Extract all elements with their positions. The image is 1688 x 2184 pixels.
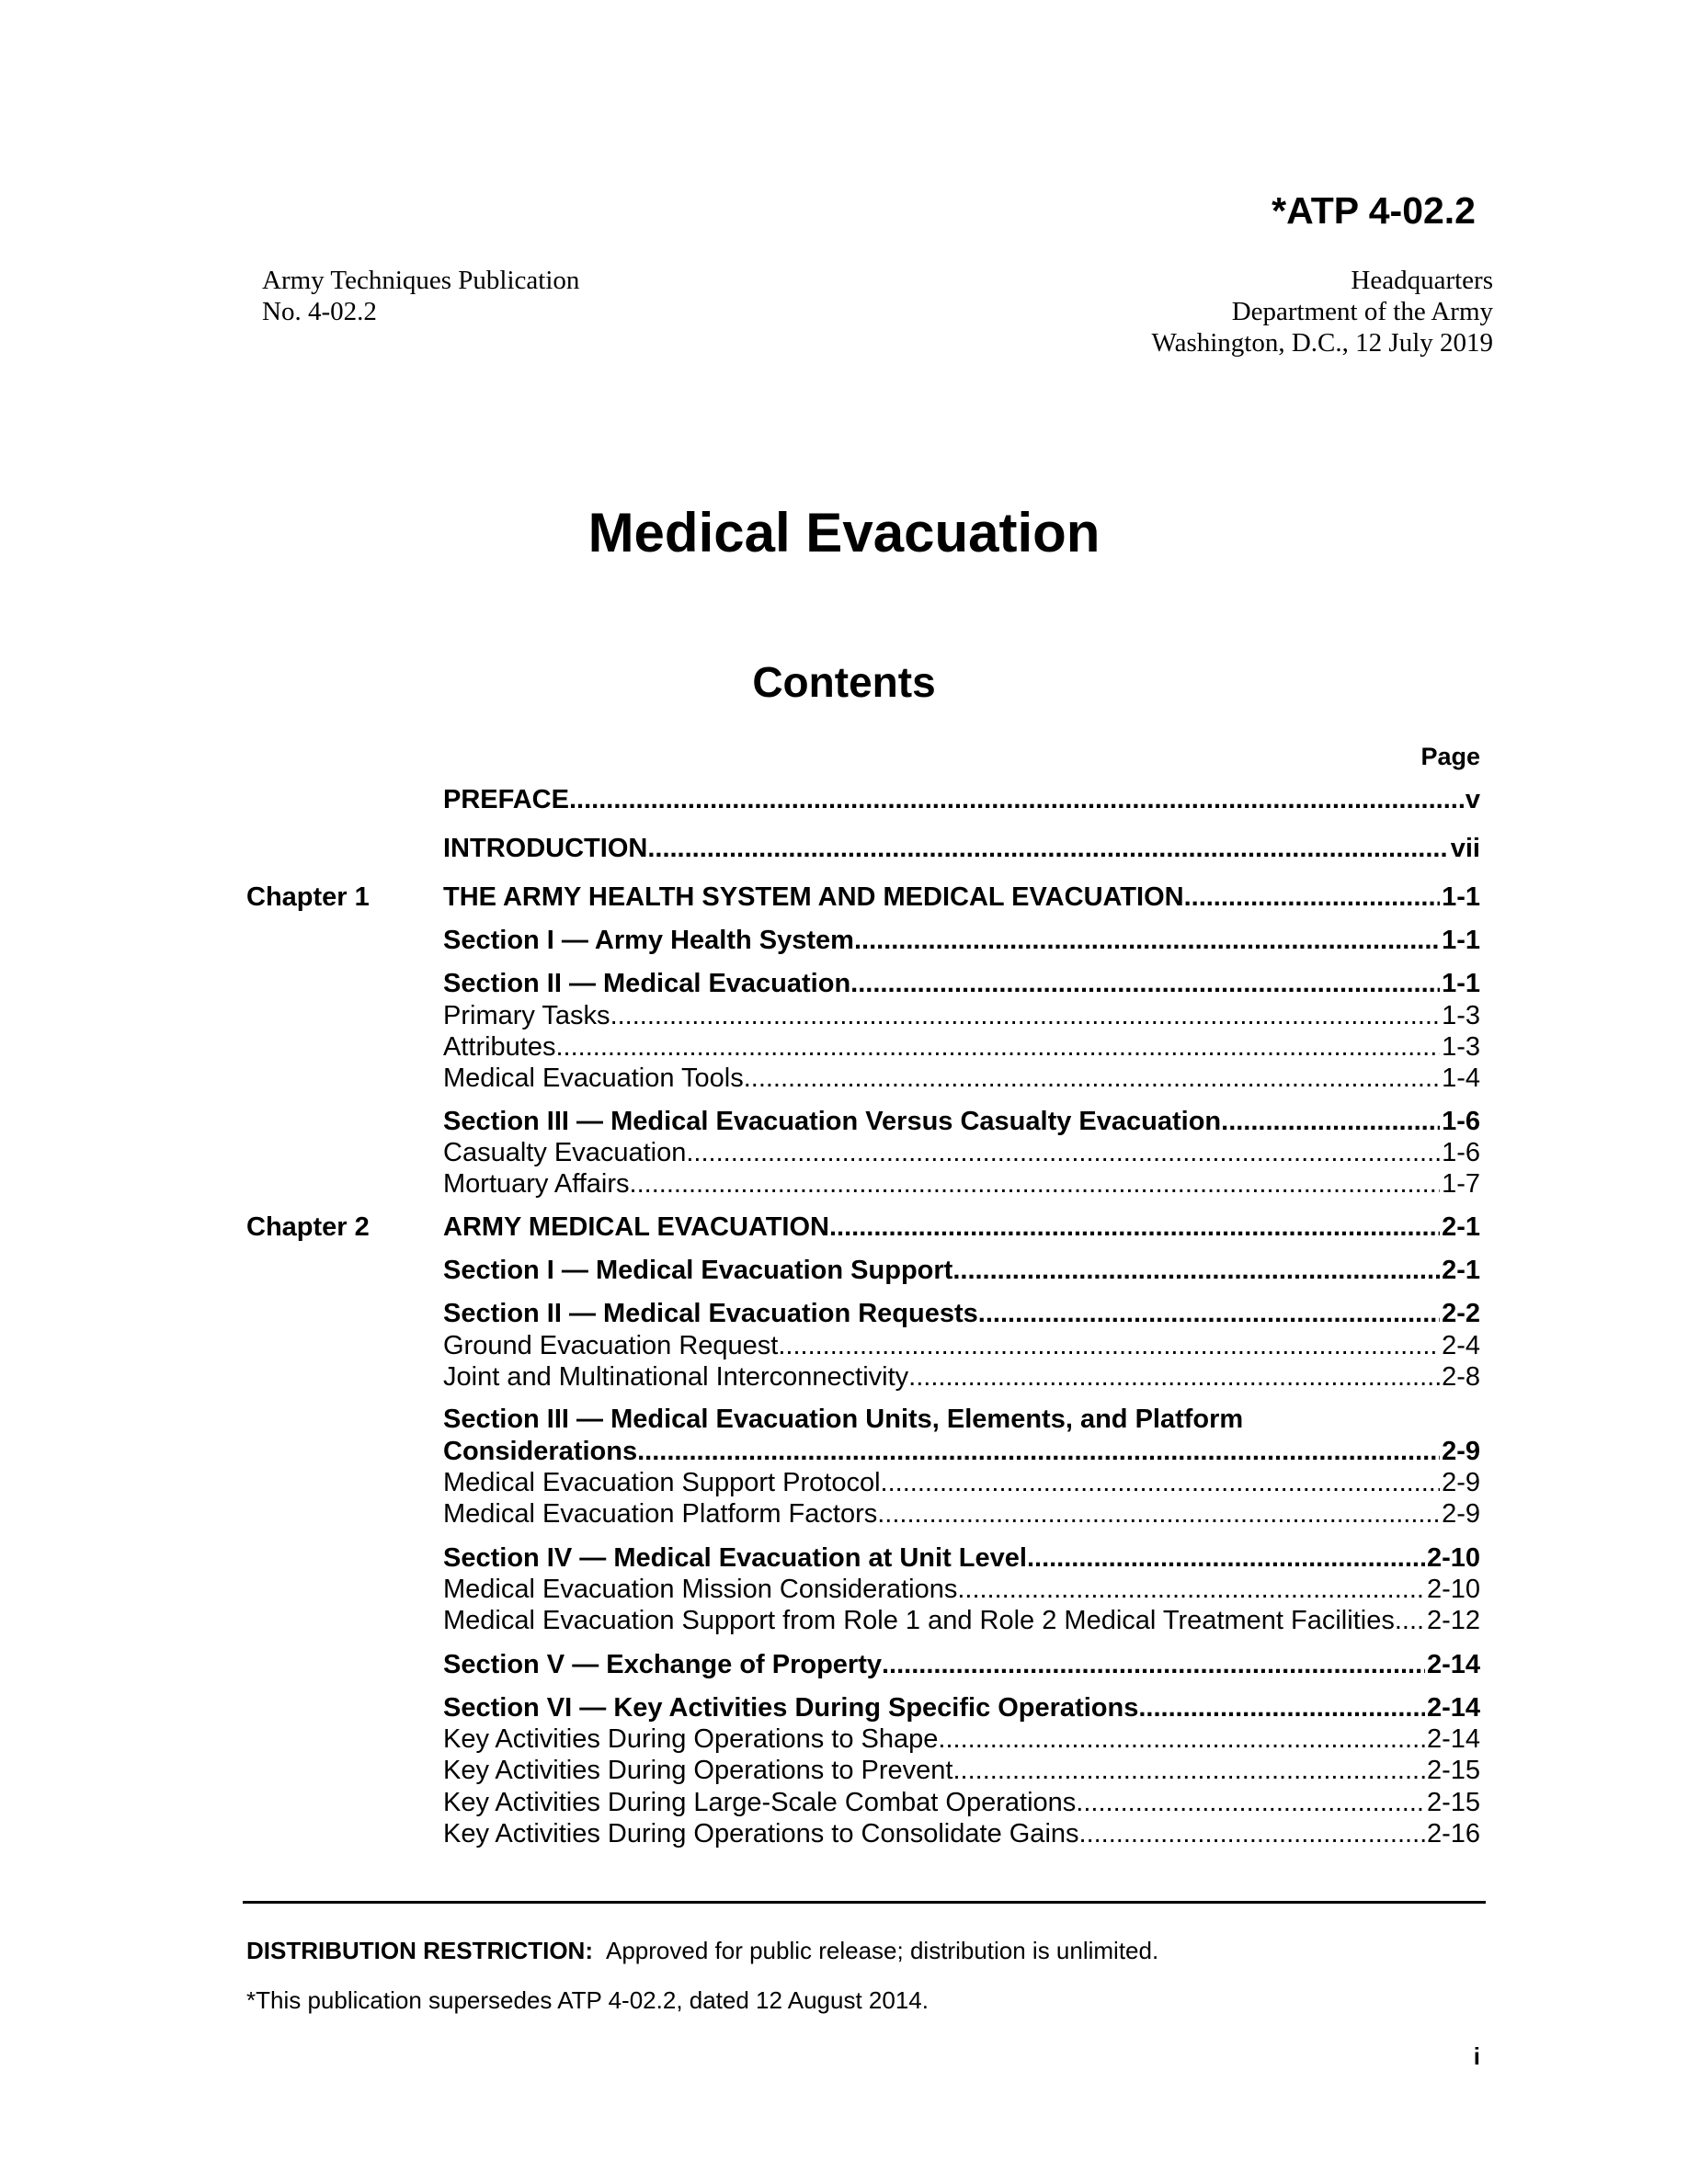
distribution-text: Approved for public release; distribution is unlimited. <box>606 1937 1159 1964</box>
toc-leader-dots <box>952 1754 1424 1787</box>
toc-leader-dots <box>686 1136 1440 1169</box>
headquarters-label: Headquarters <box>1351 266 1493 295</box>
chapter-label: Chapter 1 <box>246 882 370 912</box>
toc-entry-title: Medical Evacuation Support Protocol <box>443 1468 881 1497</box>
chapter-label: Chapter 2 <box>246 1212 370 1242</box>
toc-entry[interactable] <box>443 1497 1480 1530</box>
toc-entry[interactable] <box>443 1297 1480 1330</box>
toc-entry-title: Section VI — Key Activities During Specific Operations <box>443 1693 1139 1723</box>
footer-divider <box>243 1901 1486 1904</box>
toc-entry-title: Key Activities During Operations to Shape <box>443 1724 939 1754</box>
toc-entry-title: Mortuary Affairs <box>443 1169 630 1199</box>
publication-type: Army Techniques Publication <box>262 266 580 295</box>
toc-entry-page: 2-1 <box>1442 1256 1480 1285</box>
toc-entry-title: Section II — Medical Evacuation <box>443 969 851 998</box>
toc-leader-dots <box>908 1360 1440 1393</box>
toc-entry-title: Key Activities During Operations to Prevent <box>443 1756 953 1785</box>
toc-entry-title: THE ARMY HEALTH SYSTEM AND MEDICAL EVACUATION <box>443 882 1184 912</box>
toc-entry-page: 2-15 <box>1426 1788 1480 1817</box>
toc-leader-dots <box>1079 1817 1425 1850</box>
toc-entry-page: 2-10 <box>1426 1575 1480 1604</box>
toc-entry-page: 2-16 <box>1426 1819 1480 1848</box>
toc-leader-dots <box>850 967 1440 1000</box>
toc-entry-title: Medical Evacuation Mission Considerations <box>443 1575 958 1604</box>
toc-entry-title: Attributes <box>443 1032 556 1062</box>
toc-leader-dots <box>938 1723 1425 1756</box>
toc-entry[interactable] <box>443 1604 1480 1637</box>
toc-entry[interactable] <box>443 1105 1480 1138</box>
toc-leader-dots <box>881 1466 1441 1499</box>
toc-leader-dots <box>778 1329 1440 1362</box>
toc-entry-page: 2-9 <box>1442 1437 1480 1466</box>
toc-entry-page: 2-4 <box>1442 1331 1480 1360</box>
publication-id: *ATP 4-02.2 <box>1272 189 1476 232</box>
toc-leader-dots <box>957 1573 1425 1606</box>
toc-entry-page: 2-9 <box>1442 1468 1480 1497</box>
distribution-restriction <box>246 1936 1158 1965</box>
toc-entry[interactable] <box>443 999 1480 1032</box>
toc-entry[interactable] <box>443 1817 1480 1850</box>
toc-entry-page: 2-10 <box>1426 1543 1480 1573</box>
location-date: Washington, D.C., 12 July 2019 <box>1151 328 1493 358</box>
toc-leader-dots <box>744 1062 1440 1095</box>
toc-entry-page: 2-1 <box>1442 1212 1480 1242</box>
toc-entry-title: ARMY MEDICAL EVACUATION <box>443 1212 829 1242</box>
toc-leader-dots <box>1027 1541 1425 1575</box>
toc-leader-dots <box>647 832 1448 865</box>
toc-entry-title-line: Section III — Medical Evacuation Units, Elements, and Platform <box>443 1405 1244 1434</box>
toc-entry-title: Medical Evacuation Support from Role 1 and Role 2 Medical Treatment Facilities <box>443 1606 1395 1635</box>
toc-leader-dots <box>556 1030 1441 1064</box>
toc-entry-title: PREFACE <box>443 785 569 814</box>
toc-entry-page: 2-14 <box>1426 1650 1480 1679</box>
toc-entry[interactable] <box>443 832 1480 865</box>
toc-entry[interactable] <box>443 1030 1480 1064</box>
toc-leader-dots <box>630 1167 1441 1200</box>
toc-leader-dots <box>1395 1604 1425 1637</box>
toc-entry[interactable] <box>443 967 1480 1000</box>
toc-entry[interactable] <box>443 1360 1480 1393</box>
toc-leader-dots <box>1076 1786 1425 1819</box>
toc-entry-page: 1-1 <box>1442 926 1480 955</box>
toc-entry-title: Section I — Medical Evacuation Support <box>443 1256 953 1285</box>
toc-entry-title: Joint and Multinational Interconnectivity <box>443 1362 909 1392</box>
toc-entry[interactable] <box>443 1211 1480 1244</box>
toc-entry-page: 2-8 <box>1442 1362 1480 1392</box>
toc-entry[interactable] <box>443 1136 1480 1169</box>
toc-entry[interactable] <box>443 1254 1480 1287</box>
toc-entry-page: v <box>1465 785 1480 814</box>
toc-leader-dots <box>829 1211 1440 1244</box>
toc-leader-dots <box>569 783 1464 816</box>
issuing-authority <box>1152 265 1493 358</box>
toc-entry-title: Considerations <box>443 1437 638 1466</box>
publication-designation <box>262 265 579 327</box>
toc-entry[interactable] <box>443 1541 1480 1575</box>
toc-entry-title: Section I — Army Health System <box>443 926 854 955</box>
toc-entry-title: Medical Evacuation Platform Factors <box>443 1499 878 1529</box>
toc-entry[interactable] <box>443 1062 1480 1095</box>
toc-leader-dots <box>610 999 1441 1032</box>
toc-entry[interactable] <box>443 1691 1480 1724</box>
toc-leader-dots <box>1138 1691 1425 1724</box>
toc-entry-page: vii <box>1450 834 1480 863</box>
toc-entry-page: 2-12 <box>1426 1606 1480 1635</box>
department-label: Department of the Army <box>1231 297 1493 326</box>
toc-entry-page: 1-1 <box>1442 969 1480 998</box>
toc-leader-dots <box>854 924 1440 957</box>
toc-entry-title: Section V — Exchange of Property <box>443 1650 882 1679</box>
toc-entry-page: 1-6 <box>1442 1107 1480 1136</box>
toc-entry-title: Section IV — Medical Evacuation at Unit Level <box>443 1543 1027 1573</box>
toc-leader-dots <box>978 1297 1440 1330</box>
page-column-label: Page <box>1420 743 1480 770</box>
contents-heading: Contents <box>752 658 936 706</box>
toc-leader-dots <box>877 1497 1440 1530</box>
toc-leader-dots <box>637 1435 1440 1468</box>
toc-entry-page: 1-4 <box>1442 1064 1480 1093</box>
supersedes-note: *This publication supersedes ATP 4-02.2, dated 12 August 2014. <box>246 1986 929 2014</box>
toc-entry[interactable] <box>443 1786 1480 1819</box>
toc-entry[interactable] <box>443 1167 1480 1200</box>
toc-entry-page: 2-2 <box>1442 1299 1480 1328</box>
toc-entry-title: Section III — Medical Evacuation Versus Casualty Evacuation <box>443 1107 1222 1136</box>
toc-entry[interactable] <box>443 1466 1480 1499</box>
toc-entry[interactable] <box>443 1329 1480 1362</box>
toc-entry-page: 2-14 <box>1426 1693 1480 1723</box>
toc-entry-title: Medical Evacuation Tools <box>443 1064 744 1093</box>
publication-number: No. 4-02.2 <box>262 297 377 326</box>
toc-entry[interactable] <box>443 1404 1480 1468</box>
toc-entry-page: 2-15 <box>1426 1756 1480 1785</box>
toc-entry-title: Key Activities During Operations to Consolidate Gains <box>443 1819 1079 1848</box>
toc-entry[interactable] <box>443 783 1480 816</box>
document-title: Medical Evacuation <box>587 502 1101 563</box>
toc-entry-title: Primary Tasks <box>443 1001 610 1030</box>
toc-entry-title: Casualty Evacuation <box>443 1138 687 1167</box>
toc-leader-dots <box>952 1254 1440 1287</box>
toc-entry-page: 1-1 <box>1442 882 1480 912</box>
toc-entry-title: Ground Evacuation Request <box>443 1331 779 1360</box>
toc-entry[interactable] <box>443 881 1480 914</box>
toc-entry-title: INTRODUCTION <box>443 834 648 863</box>
toc-leader-dots <box>882 1648 1425 1681</box>
toc-leader-dots <box>1184 881 1441 914</box>
distribution-label: DISTRIBUTION RESTRICTION: <box>246 1937 593 1964</box>
toc-entry-page: 2-9 <box>1442 1499 1480 1529</box>
toc-entry[interactable] <box>443 1573 1480 1606</box>
toc-entry[interactable] <box>443 924 1480 957</box>
toc-entry[interactable] <box>443 1723 1480 1756</box>
toc-entry-title: Key Activities During Large-Scale Combat Operations <box>443 1788 1077 1817</box>
toc-entry-page: 1-3 <box>1442 1001 1480 1030</box>
toc-entry-page: 1-7 <box>1442 1169 1480 1199</box>
toc-entry-page: 1-6 <box>1442 1138 1480 1167</box>
toc-entry[interactable] <box>443 1754 1480 1787</box>
toc-leader-dots <box>1221 1105 1440 1138</box>
toc-entry[interactable] <box>443 1648 1480 1681</box>
toc-entry-page: 1-3 <box>1442 1032 1480 1062</box>
toc-entry-title: Section II — Medical Evacuation Requests <box>443 1299 978 1328</box>
toc-entry-page: 2-14 <box>1426 1724 1480 1754</box>
page-number: i <box>1473 2042 1480 2070</box>
